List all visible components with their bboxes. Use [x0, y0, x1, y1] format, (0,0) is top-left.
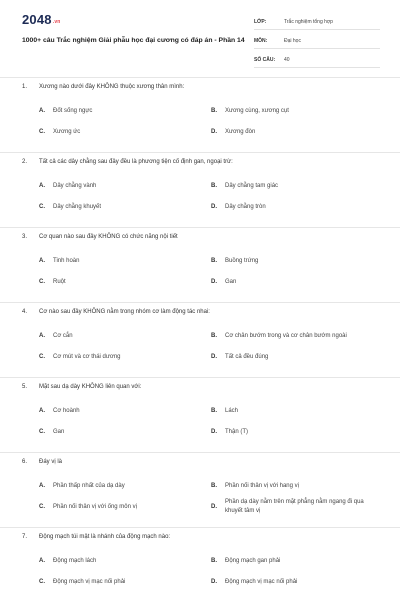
logo-text: 2048 — [22, 12, 52, 27]
option-text: Dây chằng tam giác — [225, 182, 279, 189]
option-letter: B. — [211, 557, 217, 564]
option-text: Dây chằng khuyết — [53, 203, 102, 210]
question-stem: Động mạch túi mật là nhánh của động mạch nào: — [39, 534, 171, 540]
answer-option[interactable] — [39, 177, 199, 195]
meta-value: Đại học — [284, 37, 301, 44]
option-letter: A. — [39, 257, 45, 264]
answer-option[interactable] — [39, 198, 199, 216]
option-letter: A. — [39, 407, 45, 414]
option-text: Xương đòn — [225, 128, 256, 135]
question-text — [22, 459, 382, 465]
option-text: Xương cùng, xương cụt — [225, 107, 289, 114]
question-text — [22, 84, 382, 90]
question-number: 2. — [22, 159, 28, 165]
option-text: Cơ cắn — [53, 332, 73, 339]
question-item — [0, 453, 400, 528]
question-text — [22, 384, 382, 390]
option-letter: D. — [211, 278, 217, 285]
question-text — [22, 159, 382, 165]
option-letter: B. — [211, 257, 217, 264]
question-item — [0, 153, 400, 228]
option-text: Phần nối thân vị với ống môn vị — [53, 503, 137, 510]
option-text: Động mạch vị mạc nối phải — [225, 578, 298, 585]
option-text: Cơ chân bướm trong và cơ chân bướm ngoài — [225, 332, 347, 339]
question-number: 7. — [22, 534, 28, 540]
option-letter: C. — [39, 428, 45, 435]
answer-option[interactable] — [211, 177, 371, 195]
meta-value: 40 — [284, 56, 290, 63]
meta-label: LỚP: — [254, 18, 267, 25]
option-text: Động mạch gan phải — [225, 557, 281, 564]
option-letter: D. — [211, 578, 217, 585]
question-stem: Đáy vị là — [39, 459, 63, 465]
question-number: 3. — [22, 234, 28, 240]
option-text: Dây chằng vành — [53, 182, 97, 189]
answer-option[interactable] — [211, 477, 371, 495]
question-text — [22, 234, 382, 240]
answer-option[interactable] — [211, 102, 371, 120]
question-stem: Xương nào dưới đây KHÔNG thuộc xương thân mình: — [39, 84, 185, 90]
option-letter: D. — [211, 128, 217, 135]
option-text: Thận (T) — [225, 428, 249, 435]
option-text: Buồng trứng — [225, 257, 259, 264]
answer-option[interactable] — [39, 327, 199, 345]
answer-option[interactable] — [211, 573, 371, 591]
question-number: 1. — [22, 84, 28, 90]
meta-label: MÔN: — [254, 37, 268, 44]
answer-option[interactable] — [39, 498, 199, 516]
option-letter: C. — [39, 578, 45, 585]
answer-option[interactable] — [39, 423, 199, 441]
question-number: 6. — [22, 459, 28, 465]
meta-value: Trắc nghiệm tổng hợp — [284, 18, 333, 25]
option-letter: C. — [39, 203, 45, 210]
option-text: Phần dạ dày nằm trên mặt phẳng nằm ngang đi qua khuyết tâm vị — [225, 499, 364, 514]
answer-option[interactable] — [211, 498, 371, 516]
option-text: Đốt sống ngực — [53, 107, 93, 114]
option-text: Gan — [53, 428, 65, 435]
question-text — [22, 534, 382, 540]
answer-option[interactable] — [39, 252, 199, 270]
option-letter: B. — [211, 107, 217, 114]
answer-option[interactable] — [39, 402, 199, 420]
answer-option[interactable] — [211, 198, 371, 216]
answer-option[interactable] — [211, 552, 371, 570]
answer-option[interactable] — [39, 348, 199, 366]
question-item — [0, 303, 400, 378]
logo-suffix: .vn — [52, 19, 61, 25]
answer-option[interactable] — [39, 552, 199, 570]
answer-option[interactable] — [211, 423, 371, 441]
answer-option[interactable] — [211, 327, 371, 345]
question-text — [22, 309, 382, 315]
question-number: 4. — [22, 309, 28, 315]
option-letter: A. — [39, 557, 45, 564]
option-text: Dây chằng tròn — [225, 203, 266, 210]
logo[interactable] — [22, 12, 61, 27]
answer-option[interactable] — [39, 273, 199, 291]
answer-option[interactable] — [39, 123, 199, 141]
answer-option[interactable] — [39, 102, 199, 120]
option-text: Động mạch vị mạc nối phải — [53, 578, 126, 585]
question-stem: Mặt sau dạ dày KHÔNG liên quan với: — [39, 384, 142, 390]
option-letter: A. — [39, 182, 45, 189]
meta-label: SỐ CÂU: — [254, 56, 276, 63]
question-item — [0, 378, 400, 453]
answer-option[interactable] — [211, 273, 371, 291]
option-letter: B. — [211, 332, 217, 339]
option-letter: D. — [211, 353, 217, 360]
option-text: Gan — [225, 278, 237, 285]
question-item — [0, 228, 400, 303]
answer-option[interactable] — [39, 477, 199, 495]
option-text: Động mạch lách — [53, 557, 97, 564]
option-text: Cơ mút và cơ thái dương — [53, 353, 121, 360]
option-text: Phần nối thân vị với hang vị — [225, 482, 299, 489]
option-letter: A. — [39, 107, 45, 114]
page-title: 1000+ câu Trắc nghiệm Giải phẫu học đại cương có đáp án - Phần 14 — [22, 37, 245, 44]
question-stem: Tất cả các dây chằng sau đây đều là phương tiện cố định gan, ngoại trừ: — [39, 159, 233, 165]
option-letter: C. — [39, 503, 45, 510]
header — [0, 0, 400, 78]
option-letter: C. — [39, 128, 45, 135]
option-text: Tất cả đều đúng — [225, 353, 269, 360]
question-stem: Cơ quan nào sau đây KHÔNG có chức năng nội tiết — [39, 234, 178, 240]
question-number: 5. — [22, 384, 28, 390]
option-text: Ruột — [53, 278, 66, 285]
meta-row-subject — [254, 33, 380, 49]
answer-option[interactable] — [39, 573, 199, 591]
question-item — [0, 78, 400, 153]
meta-panel — [254, 14, 380, 71]
question-list — [0, 78, 400, 600]
option-letter: B. — [211, 482, 217, 489]
option-letter: D. — [211, 428, 217, 435]
option-text: Cơ hoành — [53, 407, 80, 414]
question-stem: Cơ nào sau đây KHÔNG nằm trong nhóm cơ làm động tác nhai: — [39, 309, 210, 315]
question-item — [0, 528, 400, 600]
meta-row-count — [254, 52, 380, 68]
meta-row-class — [254, 14, 380, 30]
option-letter: B. — [211, 182, 217, 189]
option-letter: C. — [39, 278, 45, 285]
option-letter: D. — [211, 203, 217, 210]
option-letter: A. — [39, 482, 45, 489]
option-letter: C. — [39, 353, 45, 360]
option-letter: D. — [211, 503, 217, 510]
answer-option[interactable] — [211, 123, 371, 141]
answer-option[interactable] — [211, 402, 371, 420]
option-text: Phần thấp nhất của dạ dày — [53, 482, 125, 489]
option-text: Xương ức — [53, 128, 81, 135]
answer-option[interactable] — [211, 348, 371, 366]
option-letter: B. — [211, 407, 217, 414]
option-text: Tinh hoàn — [53, 257, 80, 264]
option-letter: A. — [39, 332, 45, 339]
option-text: Lách — [225, 407, 239, 414]
answer-option[interactable] — [211, 252, 371, 270]
